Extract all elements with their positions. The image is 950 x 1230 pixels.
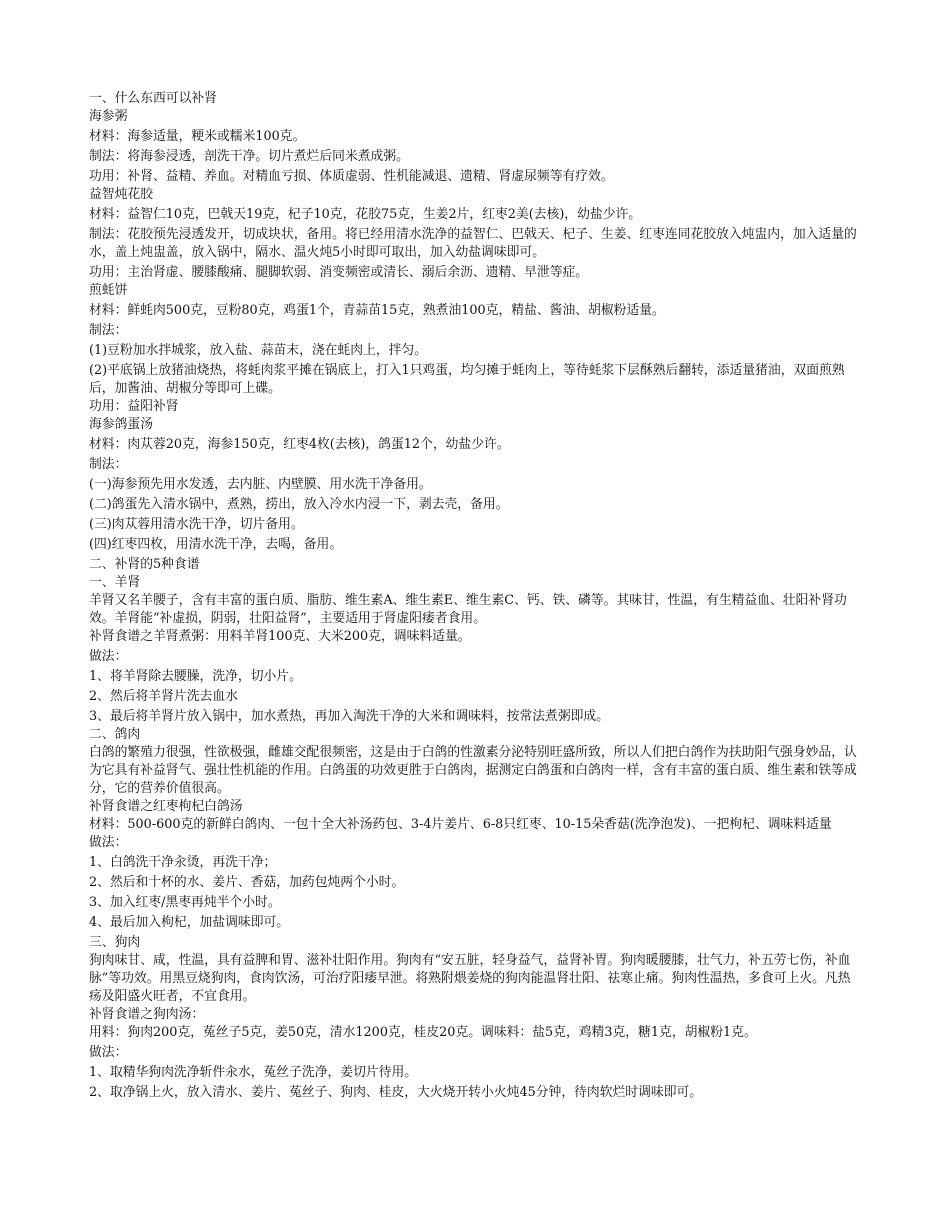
recipe-title: 煎蚝饼 [89,283,128,298]
method-step: 3、加入红枣/黑枣再炖半个小时。 [89,895,281,910]
effect-line: 功用：益阳补肾 [89,399,179,414]
subsection-heading: 二、鸽肉 [89,727,141,742]
method-step: 1、取精华狗肉洗净斩件汆水，菟丝子洗净，姜切片待用。 [89,1065,418,1080]
method-step: (二)鸽蛋先入清水锅中，煮熟，捞出，放入冷水内浸一下，剥去壳，备用。 [89,497,509,512]
method-step: 2、取净锅上火，放入清水、姜片、菟丝子、狗肉、桂皮，大火烧开转小火炖45分钟，待肉软烂时调味即可。 [89,1085,703,1100]
ingredients-line: 材料：500-600克的新鲜白鸽肉、一包十全大补汤药包、3-4片姜片、6-8只红枣、10-15朵香菇(洗净泡发)、一把枸杞、调味料适量 [89,817,832,832]
method-step: 1、白鸽洗干净汆烫，再洗干净； [89,855,277,870]
recipe-title: 补肾食谱之红枣枸杞白鸽汤 [89,799,243,814]
body-paragraph: 狗肉味甘、咸，性温，具有益脾和胃、滋补壮阳作用。狗肉有“安五脏，轻身益气，益肾补胃。狗肉暖腰膝，壮气力，补五劳七伤，补血脉”等功效。用黑豆烧狗肉，食肉饮汤，可治疗阳痿早泄。将熟附煨姜烧的狗肉能温肾壮阳、祛寒止痛。狗肉性温热，多食可上火。凡热疡及阳盛火旺者，不宜食用。 [89,953,851,1004]
recipe-title: 益智炖花胶 [89,187,153,202]
method-label: 制法： [89,323,128,338]
ingredients-line: 用料：狗肉200克，菟丝子5克，姜50克，清水1200克，桂皮20克。调味料：盐5克，鸡精3克，糖1克，胡椒粉1克。 [89,1025,757,1040]
method-step: 3、最后将羊肾片放入锅中，加水煮热，再加入淘洗干净的大米和调味料，按常法煮粥即成。 [89,709,610,724]
effect-line: 功用：主治肾虚、腰膝酸痛、腿脚软弱、消变频密或清长、溺后余沥、遗精、早泄等症。 [89,265,589,280]
section-heading: 二、补肾的5种食谱 [89,557,200,572]
document-body [89,90,859,1102]
recipe-title: 补肾食谱之羊肾煮粥：用料羊肾100克、大米200克，调味料适量。 [89,629,471,644]
method-label: 做法： [89,835,128,850]
method-label: 做法： [89,649,128,664]
method-step: 1、将羊肾除去腰臊，洗净，切小片。 [89,669,302,684]
ingredients-line: 材料：海参适量，粳米或糯米100克。 [89,129,306,144]
method-step: (三)肉苁蓉用清水洗干净，切片备用。 [89,517,304,532]
method-step: (2)平底锅上放猪油烧热，将蚝肉浆平摊在锅底上，打入1只鸡蛋，均匀摊于蚝肉上，等待蚝浆下层酥熟后翻转，添适量猪油，双面煎熟后，加酱油、胡椒分等即可上碟。 [89,363,845,396]
ingredients-line: 材料：鲜蚝肉500克，豆粉80克，鸡蛋1个，青蒜苗15克，熟煮油100克，精盐、酱油、胡椒粉适量。 [89,303,665,318]
effect-line: 功用：补肾、益精、养血。对精血亏损、体质虚弱、性机能减退、遗精、肾虚尿频等有疗效。 [89,169,614,184]
body-paragraph: 白鸽的繁殖力很强，性欲极强，雌雄交配很频密，这是由于白鸽的性激素分泌特别旺盛所致，所以人们把白鸽作为扶助阳气强身妙品，认为它具有补益肾气、强壮性机能的作用。白鸽蛋的功效更胜于白鸽肉，据测定白鸽蛋和白鸽肉一样，含有丰富的蛋白质、维生素和铁等成分，它的营养价值很高。 [89,745,857,796]
method-label: 制法： [89,457,128,472]
method-step: (一)海参预先用水发透，去内脏、内壁膜、用水洗干净备用。 [89,477,432,492]
method-step: 4、最后加入枸杞，加盐调味即可。 [89,915,290,930]
subsection-heading: 三、狗肉 [89,935,141,950]
method-line: 制法：将海参浸透，剖洗干净。切片煮烂后同米煮成粥。 [89,149,409,164]
method-step: (四)红枣四枚，用清水洗干净，去喝，备用。 [89,537,343,552]
method-step: 2、然后将羊肾片洗去血水 [89,689,238,704]
section-heading: 一、什么东西可以补肾 [89,91,217,106]
ingredients-line: 材料：益智仁10克，巴戟天19克，杞子10克，花胶75克，生姜2片，红枣2美(去核)，幼盐少许。 [89,207,642,222]
method-label: 做法： [89,1045,128,1060]
body-paragraph: 羊肾又名羊腰子，含有丰富的蛋白质、脂肪、维生素A、维生素E、维生素C、钙、铁、磷等。其味甘，性温，有生精益血、壮阳补肾功效。羊肾能“补虚损，阴弱，壮阳益肾”，主要适用于肾虚阳痿者食用。 [89,593,847,626]
method-step: (1)豆粉加水拌城浆，放入盐、蒜苗末，浇在蚝肉上，拌匀。 [89,343,428,358]
ingredients-line: 材料：肉苁蓉20克，海参150克，红枣4枚(去核)，鸽蛋12个，幼盐少许。 [89,437,510,452]
recipe-title: 海参粥 [89,109,128,124]
subsection-heading: 一、羊肾 [89,575,141,590]
recipe-title: 补肾食谱之狗肉汤： [89,1007,205,1022]
recipe-title: 海参鸽蛋汤 [89,417,153,432]
method-step: 2、然后和十杯的水、姜片、香菇，加药包炖两个小时。 [89,875,405,890]
method-line: 制法：花胶预先浸透发开，切成块状，备用。将已经用清水洗净的益智仁、巴戟天、杞子、生姜、红枣连同花胶放入炖盅内，加入适量的水，盖上炖盅盖，放入锅中，隔水、温火炖5小时即可取出，加入幼盐调味即可。 [89,227,857,260]
